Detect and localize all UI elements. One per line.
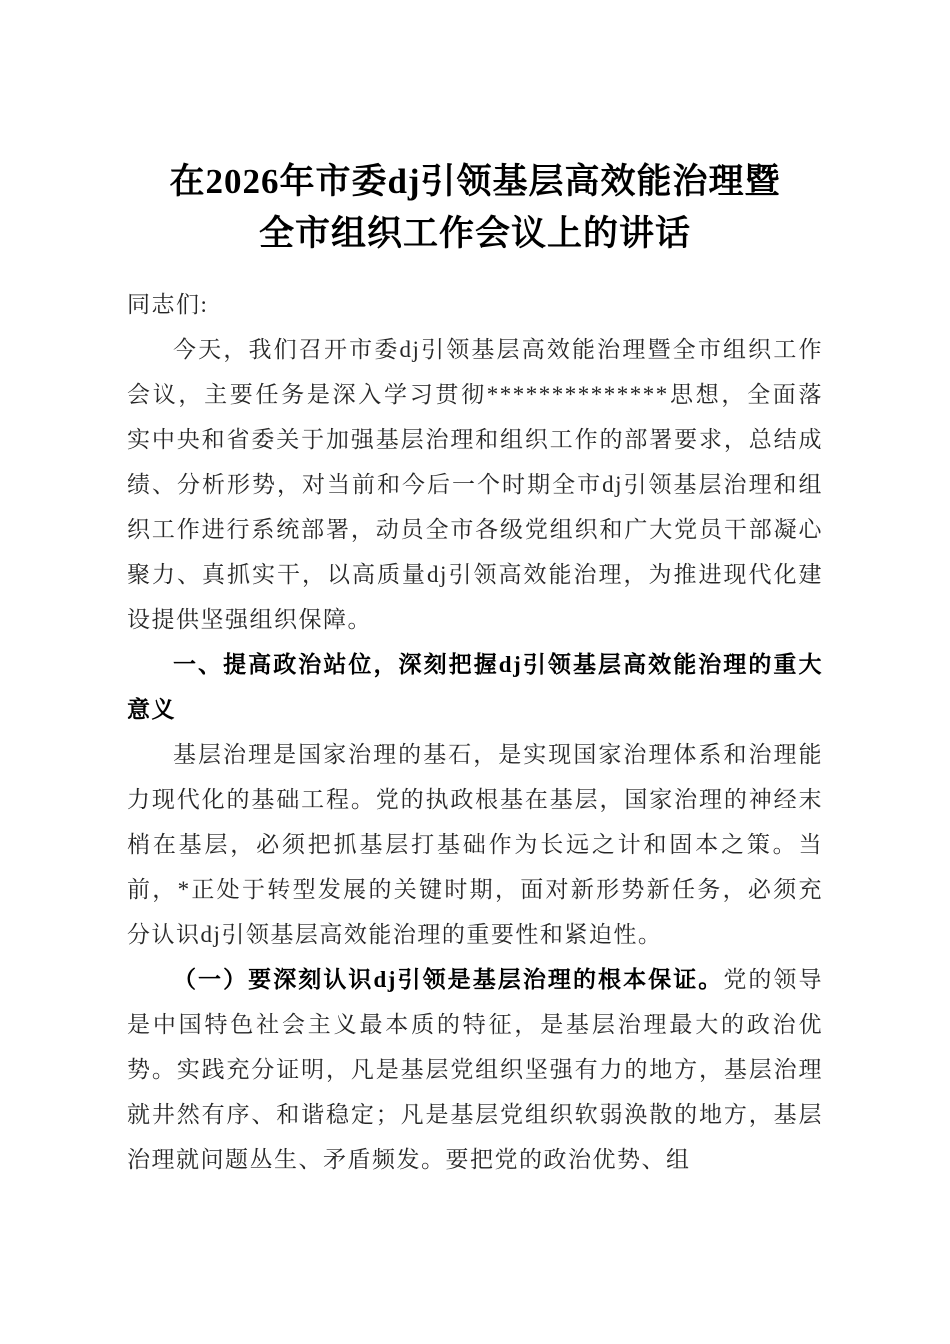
document-title-line-1: 在2026年市委dj引领基层高效能治理暨 bbox=[169, 162, 781, 201]
document-content bbox=[127, 0, 823, 1182]
salutation: 同志们: bbox=[127, 292, 209, 317]
section-1-paragraph: 基层治理是国家治理的基石，是实现国家治理体系和治理能力现代化的基础工程。党的执政根基在基层，国家治理的神经末梢在基层，必须把抓基层打基础作为长远之计和固本之策。当前，*正处于转型发展的关键时期，面对新形势新任务，必须充分认识dj引领基层高效能治理的重要性和紧迫性。 bbox=[127, 742, 823, 947]
document-title bbox=[127, 156, 823, 260]
opening-paragraph: 今天，我们召开市委dj引领基层高效能治理暨全市组织工作会议，主要任务是深入学习贯彻**************思想，全面落实中央和省委关于加强基层治理和组织工作的部署要求，总结成绩、分析形势，对当前和今后一个时期全市dj引领基层治理和组织工作进行系统部署，动员全市各级党组织和广大党员干部凝心聚力、真抓实干，以高质量dj引领高效能治理，为推进现代化建设提供坚强组织保障。 bbox=[127, 337, 823, 632]
point-1-lead: （一）要深刻认识dj引领是基层治理的根本保证。 bbox=[173, 967, 724, 992]
section-1-heading: 一、提高政治站位，深刻把握dj引领基层高效能治理的重大意义 bbox=[127, 652, 823, 722]
point-1-text: 党的领导是中国特色社会主义最本质的特征，是基层治理最大的政治优势。实践充分证明，凡是基层党组织坚强有力的地方，基层治理就井然有序、和谐稳定；凡是基层党组织软弱涣散的地方，基层治理就问题丛生、矛盾频发。要把党的政治优势、组 bbox=[127, 967, 823, 1172]
point-1-paragraph bbox=[127, 957, 823, 1182]
document-title-line-2: 全市组织工作会议上的讲话 bbox=[258, 214, 691, 253]
